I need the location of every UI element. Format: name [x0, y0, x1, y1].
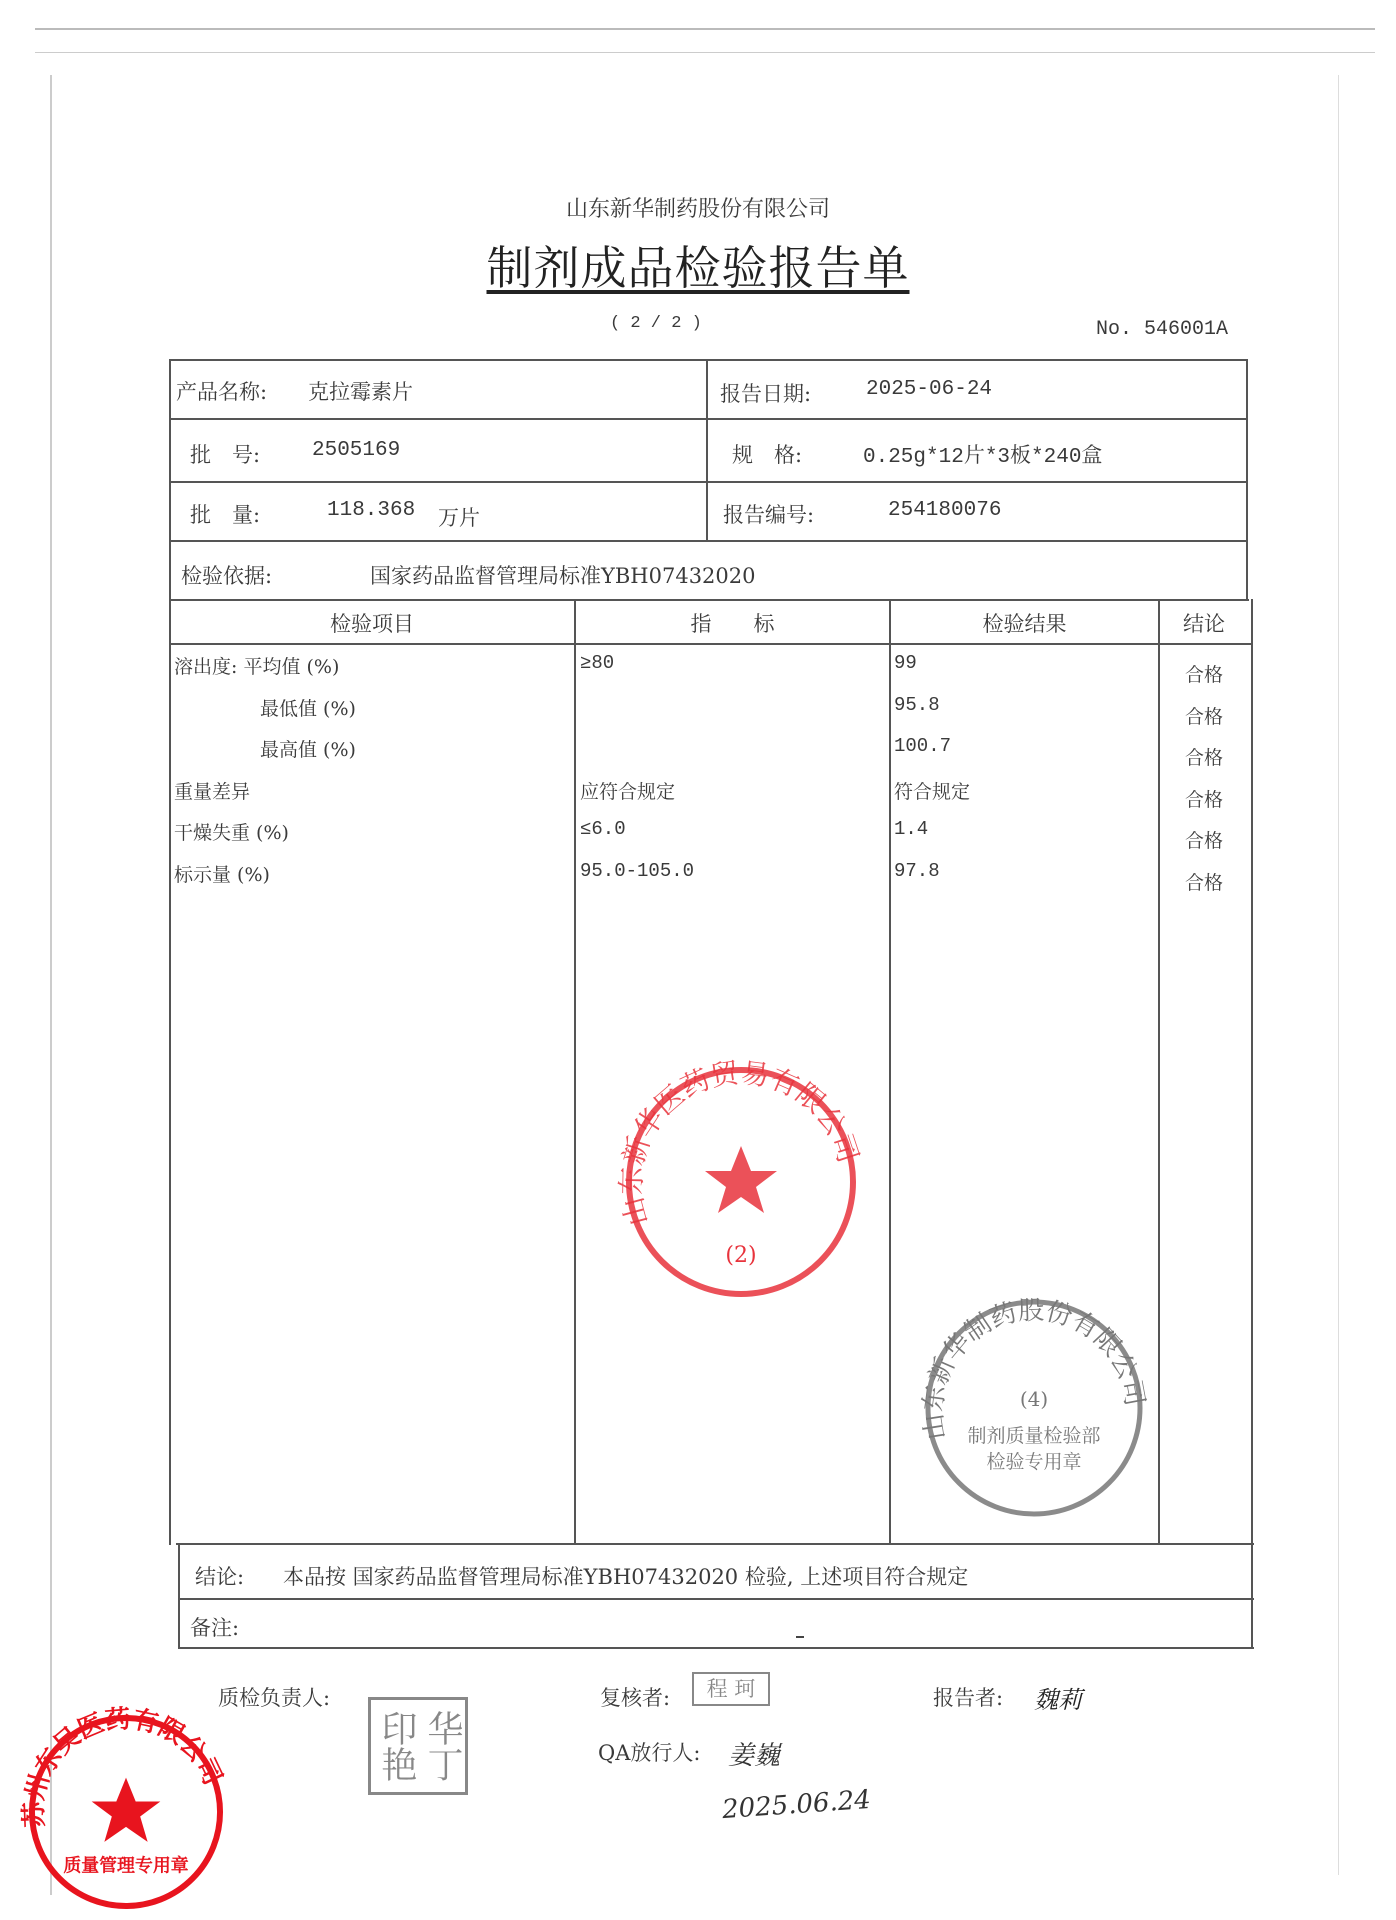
report-no-label: 报告编号: [723, 503, 815, 527]
row-result: 97.8 [894, 860, 940, 882]
row-item: 溶出度: 平均值 (%) [174, 656, 340, 678]
gray-inspection-seal [918, 1295, 1150, 1520]
table-line [169, 540, 1247, 542]
gray-seal-inner-2: 检验专用章 [986, 1451, 1082, 1473]
date-label: 报告日期: [720, 382, 812, 406]
spec-label: 规 格: [732, 443, 803, 467]
table-line [169, 643, 1251, 645]
row-item: 干燥失重 (%) [174, 822, 289, 844]
reporter-label: 报告者: [933, 1686, 1004, 1710]
reviewer-label: 复核者: [600, 1686, 671, 1710]
table-line [1158, 599, 1160, 1544]
conclusion-label: 结论: [195, 1565, 245, 1589]
basis-label: 检验依据: [181, 564, 273, 588]
row-conclusion: 合格 [1185, 789, 1224, 811]
table-line [574, 599, 576, 1544]
row-conclusion: 合格 [1185, 664, 1224, 686]
qa-date: 2025.06.24 [721, 1784, 872, 1826]
company-name: 山东新华制药股份有限公司 [565, 197, 830, 222]
row-result: 99 [894, 652, 917, 674]
spec-value: 0.25g*12片*3板*240盒 [863, 446, 1103, 469]
qc-head-label: 质检负责人: [218, 1686, 331, 1710]
remarks-label: 备注: [190, 1616, 240, 1640]
row-item: 标示量 (%) [174, 864, 270, 886]
bottom-seal-ring-text: 苏州东吴医药有限公司 [18, 1702, 229, 1828]
product-value: 克拉霉素片 [308, 380, 413, 404]
row-result: 95.8 [894, 694, 940, 716]
row-result: 符合规定 [894, 782, 971, 804]
qc-head-name-stamp [368, 1697, 468, 1795]
table-line [889, 599, 891, 1544]
table-line [178, 1647, 1254, 1649]
row-item: 最高值 (%) [260, 739, 356, 761]
scan-edge-top-2 [35, 52, 1375, 53]
header-standard: 指 标 [690, 612, 775, 636]
product-label: 产品名称: [176, 380, 268, 404]
center-seal-sub: (2) [725, 1243, 757, 1268]
table-line [169, 359, 171, 1545]
quantity-label: 批 量: [190, 503, 261, 527]
page-indicator: ( 2 / 2 ) [610, 314, 702, 333]
header-result: 检验结果 [982, 612, 1067, 636]
table-line [169, 481, 1247, 483]
qc-head-stamp-text: 华丁印艳 [376, 1710, 463, 1782]
svg-text:山东新华制药股份有限公司 [918, 1296, 1149, 1442]
quantity-unit: 万片 [438, 506, 480, 530]
batch-value: 2505169 [312, 439, 401, 462]
row-result: 100.7 [894, 735, 952, 757]
batch-label: 批 号: [190, 443, 261, 467]
table-line [169, 359, 1247, 361]
row-conclusion: 合格 [1185, 830, 1224, 852]
scan-mark [796, 1636, 804, 1638]
gray-seal-inner-1: 制剂质量检验部 [967, 1425, 1101, 1447]
date-value: 2025-06-24 [866, 378, 993, 401]
table-line [1246, 359, 1248, 599]
center-seal-ring-text: 山东新华医药贸易有限公司 [614, 1056, 866, 1230]
conclusion-text: 本品按 国家药品监督管理局标准YBH07432020 检验, 上述项目符合规定 [283, 1565, 969, 1589]
row-item: 重量差异 [174, 781, 251, 803]
row-conclusion: 合格 [1185, 872, 1224, 894]
report-no-value: 254180076 [888, 499, 1002, 522]
table-line [178, 1543, 180, 1649]
scan-edge-right [1338, 75, 1339, 1875]
gray-seal-ring-text: 山东新华制药股份有限公司 [918, 1295, 1150, 1442]
qa-label: QA放行人: [598, 1741, 701, 1765]
row-standard: ≤6.0 [580, 818, 626, 840]
table-line [178, 1598, 1254, 1600]
table-line [706, 359, 708, 540]
bottom-seal-inner: 质量管理专用章 [63, 1855, 189, 1877]
row-item: 最低值 (%) [260, 698, 356, 720]
row-conclusion: 合格 [1185, 706, 1224, 728]
reviewer-stamp-text: 程 珂 [706, 1677, 756, 1701]
quantity-value: 118.368 [327, 499, 416, 522]
reporter-signature: 魏莉 [1034, 1686, 1082, 1714]
gray-seal-sub: (4) [1019, 1387, 1049, 1411]
row-standard: 95.0-105.0 [580, 860, 695, 882]
table-line [169, 418, 1247, 420]
reviewer-name-stamp [692, 1672, 770, 1706]
table-line [176, 1543, 1254, 1545]
header-conclusion: 结论 [1183, 612, 1225, 636]
report-number: No. 546001A [1096, 318, 1229, 341]
qa-signature: 姜巍 [728, 1741, 781, 1771]
page-title: 制剂成品检验报告单 [486, 241, 910, 295]
header-item: 检验项目 [330, 612, 414, 636]
row-standard: 应符合规定 [580, 782, 676, 804]
table-line [169, 599, 1249, 601]
center-red-seal [614, 1056, 866, 1302]
scan-edge-top [35, 28, 1375, 30]
table-line [1251, 599, 1253, 1649]
scan-edge-left [50, 75, 52, 1895]
basis-value: 国家药品监督管理局标准YBH07432020 [370, 564, 756, 588]
svg-text:山东新华医药贸易有限公司 [615, 1056, 865, 1229]
row-result: 1.4 [894, 818, 929, 840]
bottom-red-quality-seal [18, 1702, 229, 1912]
row-conclusion: 合格 [1185, 747, 1224, 769]
row-standard: ≥80 [580, 652, 615, 674]
